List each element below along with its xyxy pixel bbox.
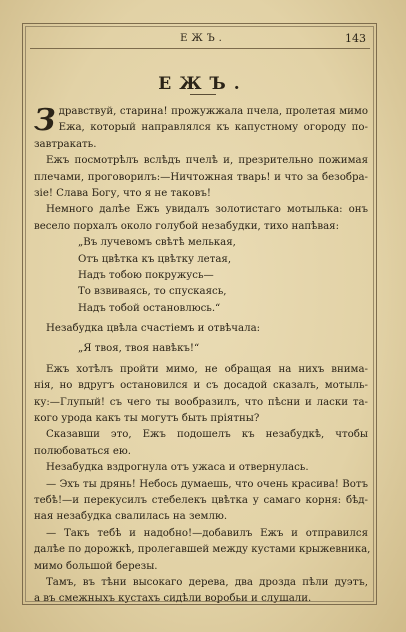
paragraph-line: завтракать. — [34, 138, 97, 150]
verse-line: Надъ тобою покружусь— — [78, 269, 214, 281]
paragraph-line: Незабудка цвѣла счастіемъ и отвѣчала: — [46, 323, 261, 335]
paragraph-line: Ежа, который направлялся къ капустному огороду по- — [58, 122, 368, 134]
verse-line: То взвиваясь, то спускаясь, — [78, 286, 227, 298]
paragraph-line: — Эхъ ты дрянь! Небось думаешь, что очень красива! Вотъ — [46, 478, 368, 490]
paragraph-line: Ежъ хотѣлъ пройти мимо, не обращая на нихъ внима- — [46, 363, 368, 375]
paragraph-line: плечами, проговорилъ:—Ничтожная тварь! и что за безобра- — [34, 171, 368, 183]
header-rule — [30, 48, 370, 49]
page-number: 143 — [345, 32, 366, 45]
paragraph-line: Ежъ посмотрѣлъ вслѣдъ пчелѣ и, презрительно пожимая — [46, 155, 368, 167]
story-text — [34, 103, 371, 608]
paragraph-line: а въ смежныхъ кустахъ сидѣли воробьи и слушали. — [34, 593, 312, 605]
verse-line: Надъ тобой остановлюсь.“ — [78, 302, 221, 314]
story-title: ЕЖЪ. — [158, 74, 248, 94]
paragraph-line: мимо большой березы. — [34, 560, 158, 572]
paragraph-line: ку:—Глупый! съ чего ты вообразилъ, что пѣсни и ласки та- — [34, 396, 368, 408]
paragraph-line: далѣе по дорожкѣ, пролегавшей между кустами крыжевника, — [34, 544, 371, 556]
paragraph-line: ная незабудка свалилась на землю. — [34, 511, 228, 523]
paragraph-line: тебѣ!—и перекусилъ стебелекъ цвѣтка у самаго корня: бѣд- — [34, 494, 368, 506]
paragraph-line: — Такъ тебѣ и надобно!—добавилъ Ежъ и отправился — [46, 527, 368, 539]
paragraph-line: нія, но вдругъ остановился и съ досадой сказалъ, мотыль- — [34, 380, 368, 392]
verse-line: „Я твоя, твоя навѣкъ!“ — [78, 343, 200, 355]
paragraph-line: зіе! Слава Богу, что я не таковъ! — [34, 187, 211, 199]
verse-line: „Въ лучевомъ свѣтѣ мелькая, — [78, 237, 236, 249]
paragraph-line: Тамъ, въ тѣни высокаго дерева, два дрозда пѣли дуэтъ, — [46, 576, 368, 588]
title-underline — [190, 94, 216, 95]
drop-cap: З — [34, 103, 56, 138]
paragraph-line: полюбоваться ею. — [34, 445, 132, 457]
paragraph-line: Здравствуй, старина! прожужжала пчела, пролетая мимо — [34, 103, 368, 138]
running-head: ЕЖЪ. — [180, 33, 226, 44]
paragraph-line: кого урода какъ ты могутъ быть пріятны? — [34, 413, 260, 425]
paragraph-line: Немного далѣе Ежъ увидалъ золотистаго мотылька: онъ — [46, 204, 368, 216]
paragraph-line: Сказавши это, Ежъ подошелъ къ незабудкѣ, чтобы — [46, 429, 368, 441]
paragraph-line: весело порхалъ около голубой незабудки, тихо напѣвая: — [34, 220, 339, 232]
verse-line: Отъ цвѣтка къ цвѣтку летая, — [78, 253, 232, 265]
paragraph-line: Незабудка вздрогнула отъ ужаса и отвернулась. — [46, 462, 309, 474]
